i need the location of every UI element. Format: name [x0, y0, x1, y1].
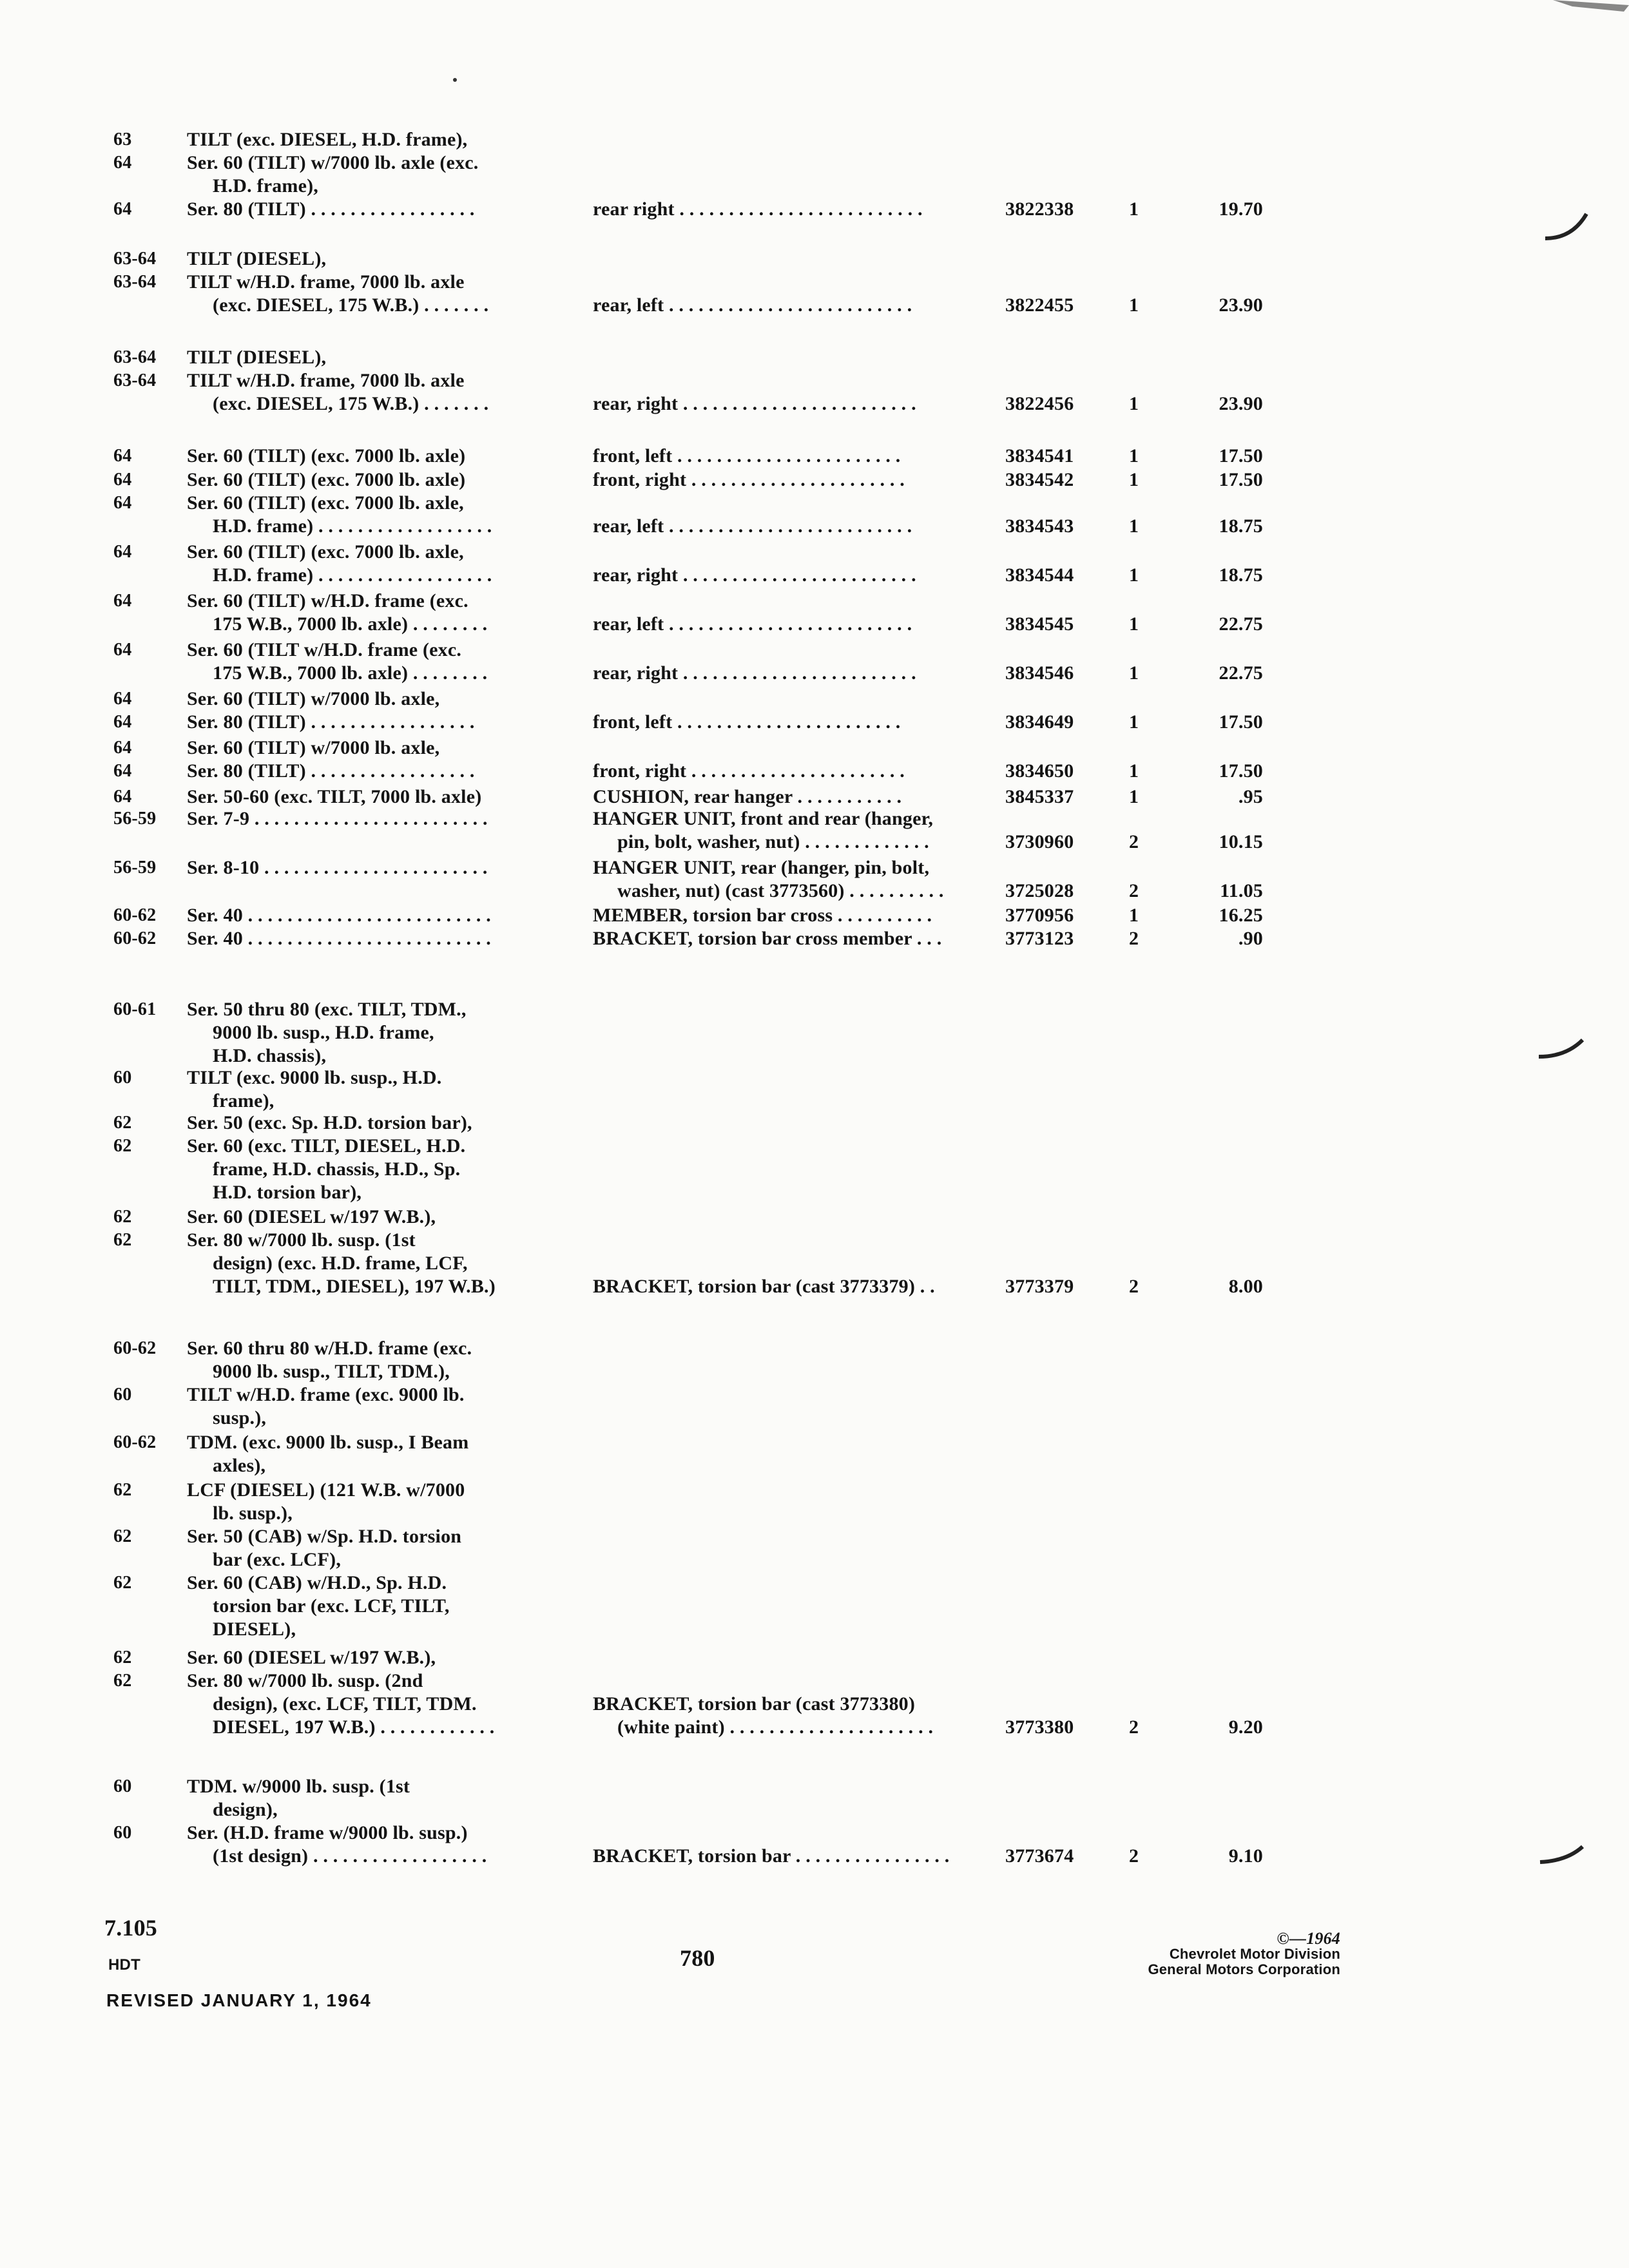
model-year: 62 — [113, 1526, 132, 1546]
model-year: 63 — [113, 130, 132, 149]
list-price: 8.00 — [1228, 1276, 1263, 1297]
model-year: 60-61 — [113, 999, 157, 1019]
model-year: 64 — [113, 761, 132, 781]
model-description: susp.), — [213, 1407, 267, 1428]
part-number: 3822455 — [1005, 294, 1074, 316]
model-description: Ser. 60 (CAB) w/H.D., Sp. H.D. — [187, 1572, 447, 1593]
part-description: MEMBER, torsion bar cross . . . . . . . . . . — [593, 905, 932, 926]
model-description: TILT (DIESEL), — [187, 248, 327, 269]
model-description: Ser. 60 (TILT) w/7000 lb. axle (exc. — [187, 152, 479, 173]
part-number: 3773123 — [1005, 928, 1074, 949]
part-description: pin, bolt, washer, nut) . . . . . . . . . . . . . — [617, 831, 929, 852]
list-price: 18.75 — [1219, 515, 1263, 537]
part-description: BRACKET, torsion bar (cast 3773380) — [593, 1693, 916, 1715]
quantity: 2 — [1129, 1845, 1139, 1867]
model-description: TILT (exc. 9000 lb. susp., H.D. — [187, 1067, 442, 1088]
model-description: design), — [213, 1799, 278, 1820]
model-description: torsion bar (exc. LCF, TILT, — [213, 1595, 450, 1617]
list-price: 18.75 — [1219, 564, 1263, 586]
quantity: 2 — [1129, 880, 1139, 901]
part-number: 3834543 — [1005, 515, 1074, 537]
model-year: 64 — [113, 493, 132, 513]
model-description: Ser. 40 . . . . . . . . . . . . . . . . . . . . . . . . . — [187, 905, 491, 926]
model-year: 60-62 — [113, 928, 157, 948]
list-price: .90 — [1238, 928, 1263, 949]
part-description: BRACKET, torsion bar cross member . . . — [593, 928, 942, 949]
list-price: 23.90 — [1219, 294, 1263, 316]
list-price: 17.50 — [1219, 760, 1263, 782]
model-description: Ser. 80 (TILT) . . . . . . . . . . . . . . . . . — [187, 198, 475, 220]
list-price: 19.70 — [1219, 198, 1263, 220]
model-description: TILT, TDM., DIESEL), 197 W.B.) — [213, 1276, 496, 1297]
model-year: 64 — [113, 153, 132, 173]
hole-punch-mark-2 — [1539, 1040, 1583, 1057]
part-description: rear right . . . . . . . . . . . . . . . . . . . . . . . . . — [593, 198, 923, 220]
model-description: 175 W.B., 7000 lb. axle) . . . . . . . . — [213, 613, 488, 635]
model-year: 64 — [113, 712, 132, 732]
model-description: Ser. 40 . . . . . . . . . . . . . . . . . . . . . . . . . — [187, 928, 491, 949]
model-description: Ser. 60 (DIESEL w/197 W.B.), — [187, 1647, 436, 1668]
part-number: 3770956 — [1005, 905, 1074, 926]
model-description: TILT (exc. DIESEL, H.D. frame), — [187, 129, 468, 150]
model-description: Ser. 60 (TILT) (exc. 7000 lb. axle) — [187, 445, 466, 466]
page-number: 780 — [680, 1945, 715, 1971]
list-price: 10.15 — [1219, 831, 1263, 852]
model-description: TILT w/H.D. frame, 7000 lb. axle — [187, 271, 465, 293]
part-number: 3834650 — [1005, 760, 1074, 782]
quantity: 2 — [1129, 1716, 1139, 1738]
model-description: Ser. 60 (TILT) w/7000 lb. axle, — [187, 737, 440, 758]
model-year: 64 — [113, 787, 132, 807]
model-description: (1st design) . . . . . . . . . . . . . . . . . . — [213, 1845, 487, 1867]
model-description: Ser. 50 thru 80 (exc. TILT, TDM., — [187, 999, 467, 1020]
quantity: 1 — [1129, 515, 1139, 537]
model-description: design) (exc. H.D. frame, LCF, — [213, 1253, 468, 1274]
part-description: HANGER UNIT, front and rear (hanger, — [593, 808, 934, 829]
part-description: front, right . . . . . . . . . . . . . . . . . . . . . . — [593, 760, 905, 782]
part-number: 3834545 — [1005, 613, 1074, 635]
model-year: 63-64 — [113, 370, 157, 390]
quantity: 1 — [1129, 711, 1139, 733]
model-description: TDM. w/9000 lb. susp. (1st — [187, 1776, 410, 1797]
model-description: Ser. 80 (TILT) . . . . . . . . . . . . . . . . . — [187, 711, 475, 733]
model-description: H.D. torsion bar), — [213, 1182, 362, 1203]
model-description: frame, H.D. chassis, H.D., Sp. — [213, 1158, 461, 1180]
hole-punch-mark-3 — [1540, 1847, 1583, 1862]
model-description: 9000 lb. susp., TILT, TDM.), — [213, 1361, 450, 1382]
model-year: 62 — [113, 1113, 132, 1133]
model-description: Ser. 50 (CAB) w/Sp. H.D. torsion — [187, 1526, 462, 1547]
quantity: 1 — [1129, 393, 1139, 414]
quantity: 1 — [1129, 662, 1139, 684]
model-description: bar (exc. LCF), — [213, 1549, 342, 1570]
part-description: rear, right . . . . . . . . . . . . . . . . . . . . . . . . — [593, 564, 916, 586]
model-description: 9000 lb. susp., H.D. frame, — [213, 1022, 434, 1043]
model-year: 60 — [113, 1776, 132, 1796]
part-number: 3834546 — [1005, 662, 1074, 684]
quantity: 1 — [1129, 469, 1139, 490]
model-description: Ser. 60 (TILT w/H.D. frame (exc. — [187, 639, 462, 660]
part-description: BRACKET, torsion bar (cast 3773379) . . — [593, 1276, 935, 1297]
model-description: Ser. 8-10 . . . . . . . . . . . . . . . . . . . . . . . — [187, 857, 488, 878]
model-description: 175 W.B., 7000 lb. axle) . . . . . . . . — [213, 662, 488, 684]
part-number: 3773674 — [1005, 1845, 1074, 1867]
model-year: 64 — [113, 446, 132, 466]
quantity: 1 — [1129, 294, 1139, 316]
model-description: Ser. 60 (TILT) (exc. 7000 lb. axle) — [187, 469, 466, 490]
list-price: 23.90 — [1219, 393, 1263, 414]
list-price: 9.10 — [1228, 1845, 1263, 1867]
part-number: 3834541 — [1005, 445, 1074, 466]
model-description: TDM. (exc. 9000 lb. susp., I Beam — [187, 1432, 469, 1453]
part-description: BRACKET, torsion bar . . . . . . . . . . . . . . . . — [593, 1845, 950, 1867]
model-description: H.D. frame), — [213, 175, 319, 197]
part-number: 3822456 — [1005, 393, 1074, 414]
model-description: DIESEL, 197 W.B.) . . . . . . . . . . . . — [213, 1716, 495, 1738]
model-year: 60-62 — [113, 905, 157, 925]
part-description: (white paint) . . . . . . . . . . . . . . . . . . . . . — [617, 1716, 934, 1738]
model-description: Ser. 60 (TILT) w/H.D. frame (exc. — [187, 590, 468, 611]
part-description: rear, right . . . . . . . . . . . . . . . . . . . . . . . . — [593, 662, 916, 684]
quantity: 2 — [1129, 1276, 1139, 1297]
model-description: Ser. 80 (TILT) . . . . . . . . . . . . . . . . . — [187, 760, 475, 782]
model-description: H.D. frame) . . . . . . . . . . . . . . . . . . — [213, 564, 492, 586]
part-description: rear, left . . . . . . . . . . . . . . . . . . . . . . . . . — [593, 613, 912, 635]
quantity: 1 — [1129, 786, 1139, 807]
part-number: 3845337 — [1005, 786, 1074, 807]
model-year: 60-62 — [113, 1432, 157, 1452]
corner-smudge — [1553, 0, 1629, 12]
model-year: 64 — [113, 738, 132, 758]
list-price: 22.75 — [1219, 662, 1263, 684]
part-description: front, left . . . . . . . . . . . . . . . . . . . . . . . — [593, 445, 901, 466]
model-description: Ser. 60 (TILT) (exc. 7000 lb. axle, — [187, 492, 464, 514]
model-year: 62 — [113, 1671, 132, 1691]
part-description: washer, nut) (cast 3773560) . . . . . . . . . . — [617, 880, 944, 901]
list-price: .95 — [1238, 786, 1263, 807]
part-number: 3834544 — [1005, 564, 1074, 586]
list-price: 16.25 — [1219, 905, 1263, 926]
part-description: rear, right . . . . . . . . . . . . . . . . . . . . . . . . — [593, 393, 916, 414]
section-number: 7.105 — [104, 1915, 157, 1941]
model-year: 56-59 — [113, 809, 157, 829]
quantity: 1 — [1129, 760, 1139, 782]
model-description: Ser. 80 w/7000 lb. susp. (2nd — [187, 1670, 423, 1691]
quantity: 1 — [1129, 445, 1139, 466]
list-price: 17.50 — [1219, 711, 1263, 733]
model-description: Ser. (H.D. frame w/9000 lb. susp.) — [187, 1822, 468, 1843]
quantity: 1 — [1129, 905, 1139, 926]
quantity: 1 — [1129, 564, 1139, 586]
model-description: Ser. 60 (TILT) w/7000 lb. axle, — [187, 688, 440, 709]
part-number: 3725028 — [1005, 880, 1074, 901]
list-price: 22.75 — [1219, 613, 1263, 635]
model-description: TILT w/H.D. frame (exc. 9000 lb. — [187, 1384, 465, 1405]
model-year: 64 — [113, 199, 132, 219]
model-description: design), (exc. LCF, TILT, TDM. — [213, 1693, 477, 1715]
part-number: 3822338 — [1005, 198, 1074, 220]
model-year: 64 — [113, 542, 132, 562]
speck — [453, 78, 457, 82]
model-description: TILT w/H.D. frame, 7000 lb. axle — [187, 370, 465, 391]
model-year: 63-64 — [113, 347, 157, 367]
model-year: 63-64 — [113, 272, 157, 292]
model-description: axles), — [213, 1455, 266, 1476]
model-year: 62 — [113, 1480, 132, 1500]
quantity: 1 — [1129, 613, 1139, 635]
copyright-year: ©—1964 — [1277, 1929, 1340, 1948]
copyright-division: Chevrolet Motor Division — [1169, 1946, 1340, 1962]
model-year: 60 — [113, 1385, 132, 1405]
model-description: H.D. frame) . . . . . . . . . . . . . . . . . . — [213, 515, 492, 537]
model-year: 56-59 — [113, 858, 157, 878]
model-description: Ser. 60 (DIESEL w/197 W.B.), — [187, 1206, 436, 1227]
model-description: TILT (DIESEL), — [187, 347, 327, 368]
part-number: 3773380 — [1005, 1716, 1074, 1738]
list-price: 11.05 — [1220, 880, 1263, 901]
list-price: 9.20 — [1228, 1716, 1263, 1738]
model-year: 64 — [113, 640, 132, 660]
part-number: 3834649 — [1005, 711, 1074, 733]
vehicle-code: HDT — [108, 1956, 140, 1974]
part-number: 3773379 — [1005, 1276, 1074, 1297]
model-year: 63-64 — [113, 249, 157, 269]
hole-punch-mark-1 — [1545, 214, 1586, 238]
model-description: frame), — [213, 1090, 275, 1111]
model-year: 60 — [113, 1068, 132, 1088]
part-description: front, right . . . . . . . . . . . . . . . . . . . . . . — [593, 469, 905, 490]
model-year: 62 — [113, 1230, 132, 1250]
quantity: 2 — [1129, 831, 1139, 852]
model-year: 62 — [113, 1136, 132, 1156]
list-price: 17.50 — [1219, 469, 1263, 490]
part-number: 3730960 — [1005, 831, 1074, 852]
model-year: 62 — [113, 1207, 132, 1227]
model-year: 64 — [113, 591, 132, 611]
model-description: lb. susp.), — [213, 1503, 293, 1524]
quantity: 1 — [1129, 198, 1139, 220]
model-description: LCF (DIESEL) (121 W.B. w/7000 — [187, 1479, 465, 1501]
model-description: Ser. 60 (exc. TILT, DIESEL, H.D. — [187, 1135, 466, 1157]
part-description: rear, left . . . . . . . . . . . . . . . . . . . . . . . . . — [593, 515, 912, 537]
model-description: (exc. DIESEL, 175 W.B.) . . . . . . . — [213, 393, 489, 414]
part-description: CUSHION, rear hanger . . . . . . . . . . . — [593, 786, 902, 807]
model-year: 62 — [113, 1648, 132, 1667]
model-description: Ser. 80 w/7000 lb. susp. (1st — [187, 1229, 416, 1251]
list-price: 17.50 — [1219, 445, 1263, 466]
model-description: Ser. 60 (TILT) (exc. 7000 lb. axle, — [187, 541, 464, 562]
model-year: 64 — [113, 689, 132, 709]
part-number: 3834542 — [1005, 469, 1074, 490]
model-year: 60-62 — [113, 1338, 157, 1358]
model-description: H.D. chassis), — [213, 1045, 327, 1066]
model-year: 62 — [113, 1573, 132, 1593]
model-description: Ser. 60 thru 80 w/H.D. frame (exc. — [187, 1338, 472, 1359]
model-description: Ser. 50 (exc. Sp. H.D. torsion bar), — [187, 1112, 472, 1133]
quantity: 2 — [1129, 928, 1139, 949]
model-description: Ser. 50-60 (exc. TILT, 7000 lb. axle) — [187, 786, 482, 807]
model-year: 64 — [113, 470, 132, 490]
copyright-corporation: General Motors Corporation — [1148, 1961, 1340, 1977]
model-description: (exc. DIESEL, 175 W.B.) . . . . . . . — [213, 294, 489, 316]
part-description: rear, left . . . . . . . . . . . . . . . . . . . . . . . . . — [593, 294, 912, 316]
model-description: DIESEL), — [213, 1619, 296, 1640]
part-description: HANGER UNIT, rear (hanger, pin, bolt, — [593, 857, 930, 878]
model-description: Ser. 7-9 . . . . . . . . . . . . . . . . . . . . . . . . — [187, 808, 488, 829]
part-description: front, left . . . . . . . . . . . . . . . . . . . . . . . — [593, 711, 901, 733]
revised-date: REVISED JANUARY 1, 1964 — [106, 1990, 372, 2010]
model-year: 60 — [113, 1823, 132, 1843]
